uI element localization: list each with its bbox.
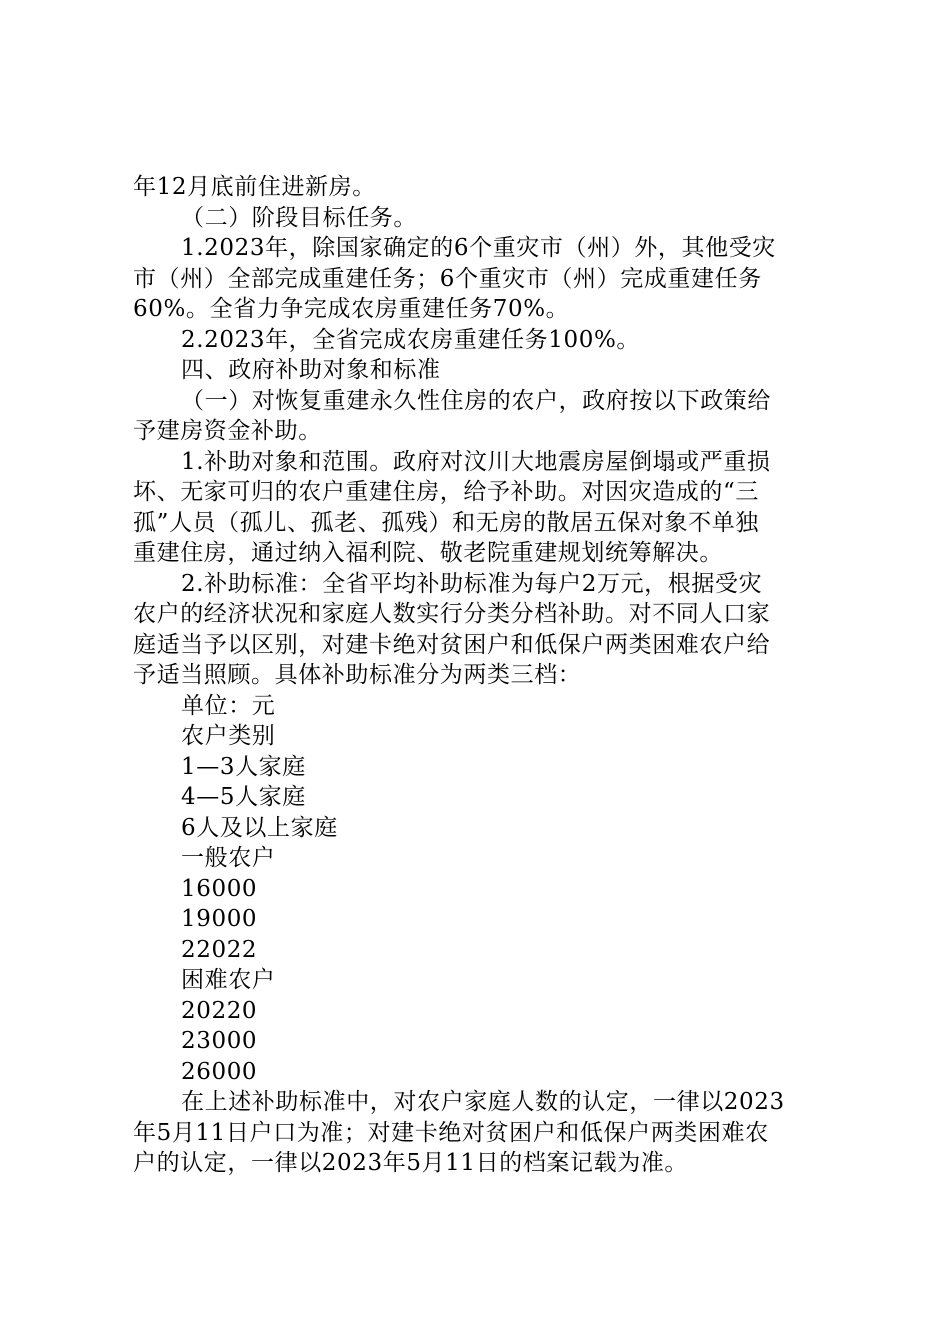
text-line: 孤”人员（孤儿、孤老、孤残）和无房的散居五保对象不单独	[133, 509, 759, 536]
text-line: 予适当照顾。具体补助标准分为两类三档：	[133, 662, 582, 688]
table-cell: 19000	[181, 906, 258, 932]
text-line: 年12月底前住进新房。	[133, 174, 376, 200]
text-line: 年5月11日户口为准；对建卡绝对贫困户和低保户两类困难农	[133, 1119, 769, 1146]
text-line: 坏、无家可归的农户重建住房，给予补助。对因灾造成的“三	[133, 479, 759, 505]
table-row-label: 一般农户	[181, 845, 276, 871]
table-row-label: 困难农户	[181, 967, 276, 993]
table-header-cell: 4—5人家庭	[181, 784, 306, 810]
text-line: 1.补助对象和范围。政府对汶川大地震房屋倒塌或严重损	[181, 448, 771, 475]
table-cell: 22022	[181, 936, 258, 963]
table-cell: 26000	[181, 1058, 258, 1085]
section-heading: （二）阶段目标任务。	[181, 204, 417, 231]
table-cell: 16000	[181, 875, 258, 902]
text-line: 1.2023年，除国家确定的6个重灾市（州）外，其他受灾	[181, 235, 776, 261]
document-body	[133, 172, 833, 1179]
text-line: 予建房资金补助。	[133, 418, 322, 444]
table-cell: 23000	[181, 1028, 258, 1054]
table-header-cell: 农户类别	[181, 723, 276, 749]
text-line: 庭适当予以区别，对建卡绝对贫困户和低保户两类困难农户给	[133, 631, 771, 658]
section-heading: 四、政府补助对象和标准	[181, 357, 441, 383]
table-cell: 20220	[181, 997, 258, 1024]
text-line: 农户的经济状况和家庭人数实行分类分档补助。对不同人口家	[133, 601, 771, 627]
text-line: 2.2023年，全省完成农房重建任务100%。	[181, 326, 641, 353]
table-unit-label: 单位：元	[181, 692, 276, 719]
table-header-cell: 1—3人家庭	[181, 753, 306, 780]
text-line: 在上述补助标准中，对农户家庭人数的认定，一律以2023	[181, 1089, 785, 1115]
text-line: 重建住房，通过纳入福利院、敬老院重建规划统筹解决。	[133, 540, 723, 566]
table-header-cell: 6人及以上家庭	[181, 814, 338, 841]
text-line: （一）对恢复重建永久性住房的农户，政府按以下政策给	[181, 387, 771, 414]
text-line: 60%。全省力争完成农房重建任务70%。	[133, 296, 570, 322]
text-line: 2.补助标准：全省平均补助标准为每户2万元，根据受灾	[181, 570, 763, 597]
text-line: 户的认定，一律以2023年5月11日的档案记载为准。	[133, 1150, 689, 1176]
text-line: 市（州）全部完成重建任务；6个重灾市（州）完成重建任务	[133, 265, 762, 292]
